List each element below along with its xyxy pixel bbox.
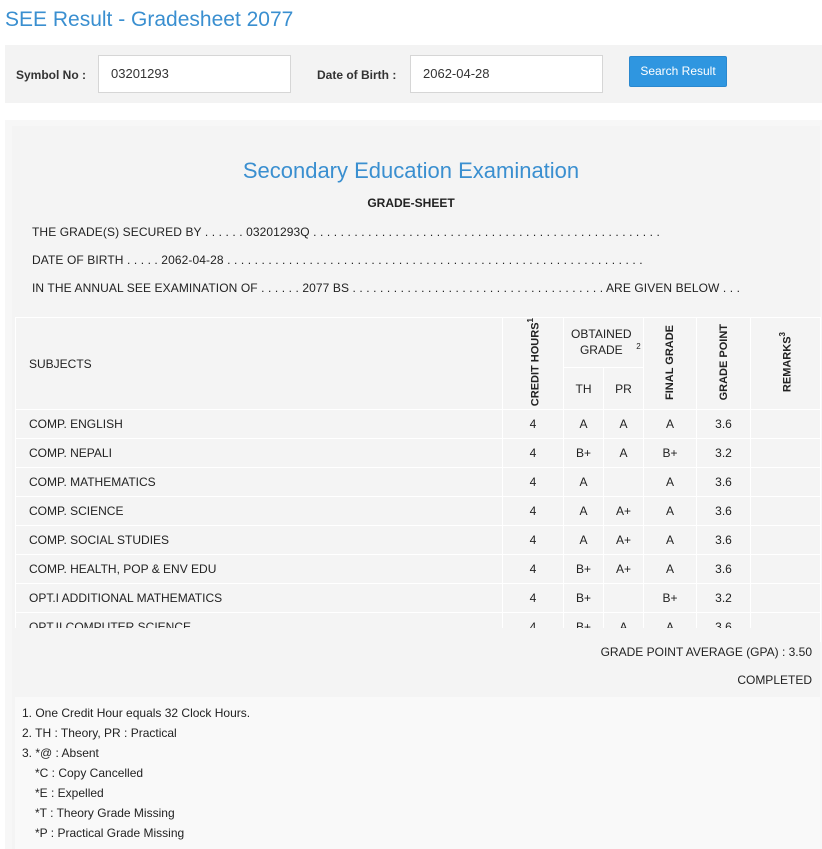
footnote: *P : Practical Grade Missing	[35, 826, 185, 840]
header-th: TH	[564, 367, 604, 409]
footnote: *T : Theory Grade Missing	[35, 806, 175, 820]
credit-cell: 4	[503, 584, 564, 613]
grade-point-cell: 3.2	[697, 439, 751, 468]
header-obtained-grade: OBTAINED GRADE $^2$	[564, 318, 644, 368]
dob-input[interactable]: 2062-04-28	[410, 55, 603, 93]
remarks-cell	[751, 526, 821, 555]
footnote: 3. *@ : Absent	[22, 746, 99, 760]
header-remarks: REMARKS$^3$	[751, 318, 821, 410]
table-row	[16, 497, 821, 526]
pr-grade-cell: A	[604, 410, 644, 439]
header-credit-hours: CREDIT HOURS$^1$	[503, 318, 564, 410]
footnote: *C : Copy Cancelled	[35, 766, 144, 780]
final-grade-cell: A	[644, 468, 697, 497]
symbol-no-input[interactable]: 03201293	[98, 55, 291, 93]
footnote: 2. TH : Theory, PR : Practical	[22, 726, 177, 740]
page-title: SEE Result - Gradesheet 2077	[5, 8, 294, 31]
subject-cell: COMP. SCIENCE	[16, 497, 503, 526]
th-grade-cell: A	[564, 410, 604, 439]
th-grade-cell: A	[564, 526, 604, 555]
credit-cell: 4	[503, 497, 564, 526]
dob-line: DATE OF BIRTH . . . . . 2062-04-28 . . . . . . . . . . . . . . . . . . . . . . . . . . . . . . . . . . . . . . . . . . . . . . . . . . . . . . . . . . . . .	[32, 253, 643, 267]
th-grade-cell: A	[564, 468, 604, 497]
gradesheet-title: GRADE-SHEET	[367, 196, 455, 210]
table-row	[16, 555, 821, 584]
remarks-cell	[751, 439, 821, 468]
subject-cell: COMP. SOCIAL STUDIES	[16, 526, 503, 555]
subject-cell: COMP. ENGLISH	[16, 410, 503, 439]
th-grade-cell: B+	[564, 439, 604, 468]
credit-cell: 4	[503, 526, 564, 555]
exam-title: Secondary Education Examination	[242, 158, 580, 183]
grade-point-cell: 3.6	[697, 410, 751, 439]
symbol-no-label: Symbol No :	[16, 68, 87, 82]
remarks-cell	[751, 497, 821, 526]
grade-point-cell: 3.6	[697, 468, 751, 497]
pr-grade-cell	[604, 468, 644, 497]
grade-point-cell: 3.6	[697, 555, 751, 584]
subject-cell: COMP. MATHEMATICS	[16, 468, 503, 497]
subject-cell: COMP. NEPALI	[16, 439, 503, 468]
final-grade-cell: A	[644, 410, 697, 439]
table-row	[16, 410, 821, 439]
table-row	[16, 526, 821, 555]
grades-table	[15, 317, 820, 642]
th-grade-cell: B+	[564, 555, 604, 584]
footnote: 1. One Credit Hour equals 32 Clock Hours.	[22, 706, 251, 720]
exam-line: IN THE ANNUAL SEE EXAMINATION OF . . . . . . 2077 BS . . . . . . . . . . . . . . . . . . . . . . . . . . . . . . . . . . . . . ARE GIVEN BELOW . . .	[32, 281, 741, 295]
grade-point-cell: 3.6	[697, 497, 751, 526]
search-result-button[interactable]: Search Result	[629, 56, 727, 87]
pr-grade-cell	[604, 584, 644, 613]
pr-grade-cell: A+	[604, 555, 644, 584]
final-grade-cell: A	[644, 526, 697, 555]
grade-point-cell: 3.2	[697, 584, 751, 613]
credit-cell: 4	[503, 468, 564, 497]
grade-secured-line: THE GRADE(S) SECURED BY . . . . . . 03201293Q . . . . . . . . . . . . . . . . . . . . . . . . . . . . . . . . . . . . . . . . . . . . . . . . . . .	[32, 225, 660, 239]
header-subjects: SUBJECTS	[16, 318, 503, 410]
subject-cell: OPT.I ADDITIONAL MATHEMATICS	[16, 584, 503, 613]
header-final-grade: FINAL GRADE	[644, 318, 697, 410]
result-status: COMPLETED	[737, 673, 812, 687]
th-grade-cell: A	[564, 497, 604, 526]
final-grade-cell: A	[644, 555, 697, 584]
remarks-cell	[751, 410, 821, 439]
header-grade-point: GRADE POINT	[697, 318, 751, 410]
search-form	[5, 45, 822, 103]
credit-cell: 4	[503, 439, 564, 468]
table-row	[16, 439, 821, 468]
credit-cell: 4	[503, 555, 564, 584]
remarks-cell	[751, 584, 821, 613]
final-grade-cell: A	[644, 497, 697, 526]
pr-grade-cell: A+	[604, 526, 644, 555]
credit-cell: 4	[503, 410, 564, 439]
header-pr: PR	[604, 367, 644, 409]
gpa-text: GRADE POINT AVERAGE (GPA) : 3.50	[600, 645, 812, 659]
final-grade-cell: B+	[644, 439, 697, 468]
subject-cell: COMP. HEALTH, POP & ENV EDU	[16, 555, 503, 584]
th-grade-cell: B+	[564, 584, 604, 613]
footnote: *E : Expelled	[35, 786, 104, 800]
table-row	[16, 584, 821, 613]
pr-grade-cell: A	[604, 439, 644, 468]
grade-point-cell: 3.6	[697, 526, 751, 555]
remarks-cell	[751, 555, 821, 584]
remarks-cell	[751, 468, 821, 497]
pr-grade-cell: A+	[604, 497, 644, 526]
dob-label: Date of Birth :	[317, 68, 397, 82]
final-grade-cell: B+	[644, 584, 697, 613]
table-row	[16, 468, 821, 497]
